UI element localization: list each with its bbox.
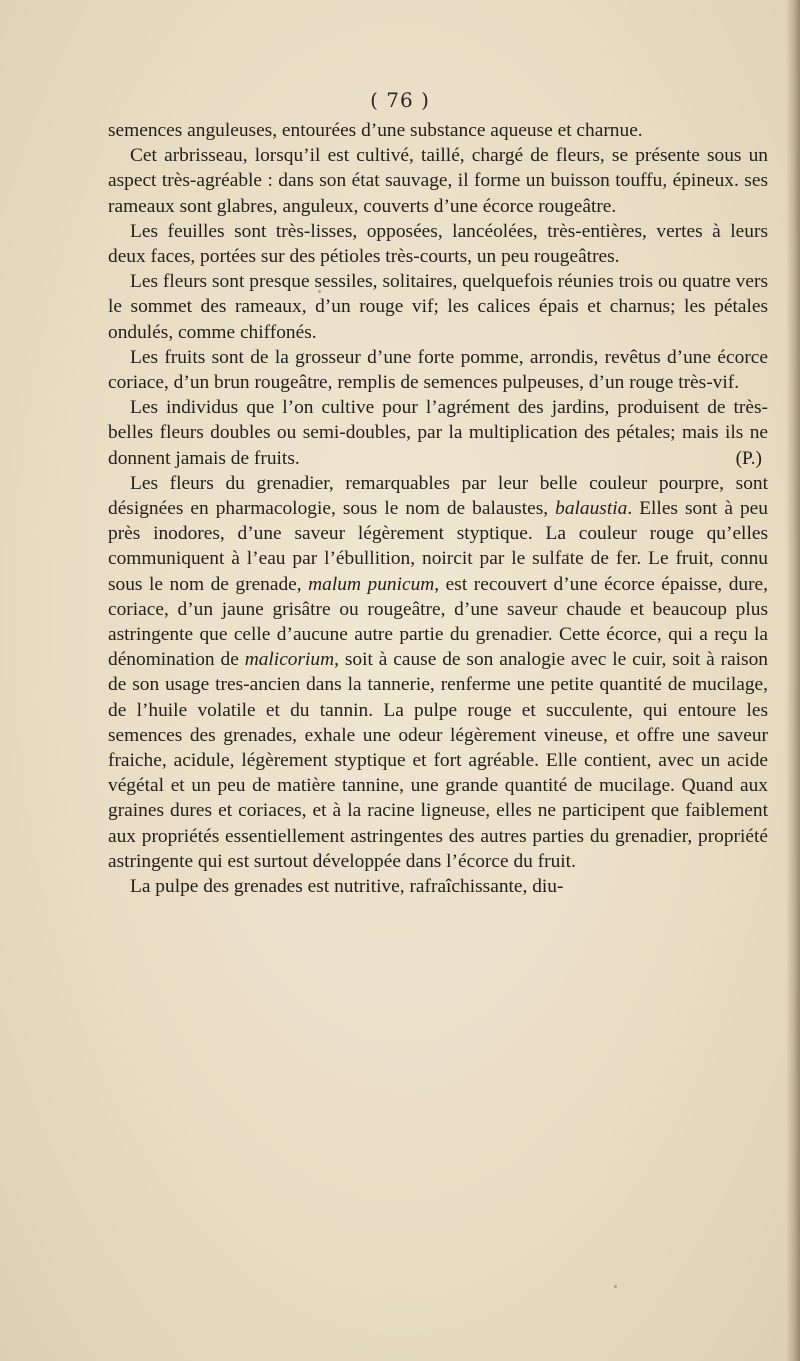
text-segment: , est recouvert d’une écorce épaisse, dure, coriace, d’un jaune grisâtre ou rougeâtre, d’une saveur chaude et beaucoup plus astringente que celle d’aucune autre partie du grenadier. Cette écorce, qui a reçu la dénomination de: [108, 573, 768, 671]
page-spine-shadow: [786, 0, 800, 1361]
text-segment: Les feuilles sont très-lisses, opposées, lancéolées, très-entières, vertes à leurs deux faces, portées sur des pétioles très-courts, un peu rougeâtres.: [108, 220, 768, 268]
text-segment: semences anguleuses, entourées d’une substance aqueuse et charnue.: [108, 120, 643, 141]
text-segment: Les fleurs sont presque sessiles, solitaires, quelquefois réunies trois ou quatre vers le sommet des rameaux, d’un rouge vif; les calices épais et charnus; les pétales ondulés, comme chiffonés.: [108, 271, 768, 343]
ink-speck: [318, 290, 321, 293]
paragraph-flowers: [108, 269, 768, 345]
italic-term: malicorium: [244, 649, 335, 671]
text-segment: Cet arbrisseau, lorsqu’il est cultivé, taillé, chargé de fleurs, se présente sous un aspect très-agréable : dans son état sauvage, il forme un buisson touffu, épineux. ses rameaux sont glabres, anguleux, couverts d’une écorce rougeâtre.: [108, 145, 768, 217]
paragraph-leaves: [108, 219, 768, 269]
page-number: ( 76 ): [370, 88, 430, 112]
paragraph-fruits: [108, 345, 768, 395]
text-segment: Les fruits sont de la grosseur d’une forte pomme, arrondis, revêtus d’une écorce coriace, d’un brun rougeâtre, remplis de semences pulpeuses, d’un rouge très-vif.: [108, 346, 768, 394]
paragraph-pharmacology: [108, 471, 768, 874]
ink-speck: [566, 553, 569, 556]
paragraph-cultivated: [108, 395, 768, 471]
text-segment: Les individus que l’on cultive pour l’agrément des jardins, produisent de très-belles fleurs doubles ou semi-doubles, par la multiplication des pétales; mais ils ne donnent jamais de fruits.: [108, 397, 768, 469]
body-text: [108, 118, 768, 899]
text-segment: , soit à cause de son analogie avec le cuir, soit à raison de son usage tres-ancien dans la tannerie, renferme une petite quantité de mucilage, de l’huile volatile et du tannin. La pulpe rouge et succulente, qui entoure les semences des grenades, exhale une odeur légèrement vineuse, et offre une saveur fraiche, acidule, légèrement styptique et fort agréable. Elle contient, avec un acide végétal et un peu de matière tannine, une grande quantité de mucilage. Quand aux graines dures et coriaces, et à la racine ligneuse, elles ne participent que faiblement aux propriétés essentiellement astringentes des autres parties du grenadier, propriété astringente qui est surtout développée dans l’écorce du fruit.: [108, 649, 768, 872]
author-signature: (P.): [735, 447, 762, 469]
paragraph-shrub-description: [108, 143, 768, 219]
text-segment: Les fleurs du grenadier, remarquables par leur belle couleur pourpre, sont désignées en pharmacologie, sous le nom de balaustes,: [108, 472, 768, 520]
italic-term: malum punicum: [308, 573, 435, 595]
ink-speck: [614, 1285, 617, 1288]
paragraph-continuation: [108, 118, 768, 143]
paragraph-pulp: [108, 874, 768, 899]
italic-term: balaustia: [555, 498, 628, 520]
text-segment: La pulpe des grenades est nutritive, rafraîchissante, diu-: [130, 876, 564, 898]
text-segment: . Elles sont à peu près inodores, d’une saveur légèrement styptique. La couleur rouge qu’elles communiquent à l’eau par l’ébullition, noircit par le sulfate de fer. Le fruit, connu sous le nom de grenade,: [108, 498, 768, 595]
